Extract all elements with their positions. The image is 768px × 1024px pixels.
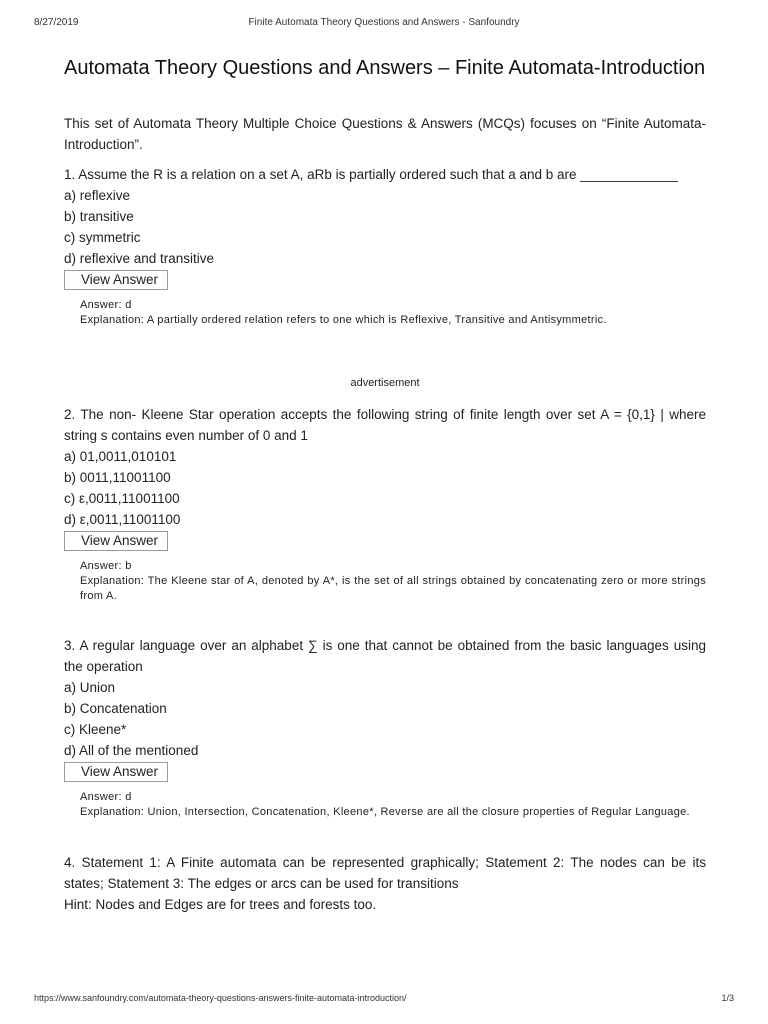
page-number: 1/3 — [721, 993, 734, 1003]
option-d: d) reflexive and transitive — [64, 251, 215, 266]
option-a: a) reflexive — [64, 188, 131, 203]
answer-block — [80, 298, 706, 328]
advertisement-label: advertisement — [350, 377, 420, 389]
print-footer — [34, 993, 734, 1007]
question-hint: Hint: Nodes and Edges are for trees and forests too. — [64, 897, 377, 912]
question-1 — [64, 164, 706, 328]
view-answer-button[interactable]: View Answer — [64, 270, 168, 290]
view-answer-button[interactable]: View Answer — [64, 531, 168, 551]
answer-text: Answer: d — [80, 791, 132, 803]
option-b: b) Concatenation — [64, 701, 167, 716]
option-d: d) ε,0011,11001100 — [64, 512, 181, 527]
option-b: b) transitive — [64, 209, 134, 224]
option-d: d) All of the mentioned — [64, 743, 199, 758]
question-text: 3. A regular language over an alphabet ∑ is one that cannot be obtained from the basic languages using the operation — [64, 638, 706, 674]
option-c: c) symmetric — [64, 230, 141, 245]
answer-explanation: Explanation: The Kleene star of A, denoted by A*, is the set of all strings obtained by concatenating zero or more strings from A. — [80, 575, 706, 602]
option-c: c) ε,0011,11001100 — [64, 491, 180, 506]
question-text: 1. Assume the R is a relation on a set A, aRb is partially ordered such that a and b are _____________ — [64, 167, 678, 182]
answer-block — [80, 559, 706, 604]
question-3 — [64, 635, 706, 820]
article-content — [64, 56, 706, 915]
option-list — [64, 185, 706, 269]
answer-explanation: Explanation: Union, Intersection, Concatenation, Kleene*, Reverse are all the closure properties of Regular Language. — [80, 806, 690, 818]
option-b: b) 0011,11001100 — [64, 470, 171, 485]
option-list — [64, 446, 706, 530]
print-url: https://www.sanfoundry.com/automata-theory-questions-answers-finite-automata-introduction/ — [34, 993, 407, 1003]
question-text: 2. The non- Kleene Star operation accepts the following string of finite length over set A = {0,1} | where string s contains even number of 0 and 1 — [64, 407, 706, 443]
question-2 — [64, 404, 706, 604]
view-answer-button[interactable]: View Answer — [64, 762, 168, 782]
option-c: c) Kleene* — [64, 722, 127, 737]
print-date: 8/27/2019 — [34, 17, 79, 28]
answer-block — [80, 790, 706, 820]
print-page-title: Finite Automata Theory Questions and Answers - Sanfoundry — [248, 17, 520, 28]
option-a: a) 01,0011,010101 — [64, 449, 177, 464]
question-text: 4. Statement 1: A Finite automata can be represented graphically; Statement 2: The nodes can be its states; Statement 3: The edges or arcs can be used for transitions — [64, 855, 706, 891]
answer-text: Answer: b — [80, 560, 132, 572]
print-header — [34, 17, 734, 31]
question-4 — [64, 852, 706, 915]
answer-explanation: Explanation: A partially ordered relation refers to one which is Reflexive, Transitive and Antisymmetric. — [80, 314, 607, 326]
article-title: Automata Theory Questions and Answers – Finite Automata-Introduction — [64, 57, 706, 79]
answer-text: Answer: d — [80, 299, 132, 311]
article-intro: This set of Automata Theory Multiple Choice Questions & Answers (MCQs) focuses on “Finite Automata-Introduction”. — [64, 116, 706, 152]
option-list — [64, 677, 706, 761]
option-a: a) Union — [64, 680, 116, 695]
